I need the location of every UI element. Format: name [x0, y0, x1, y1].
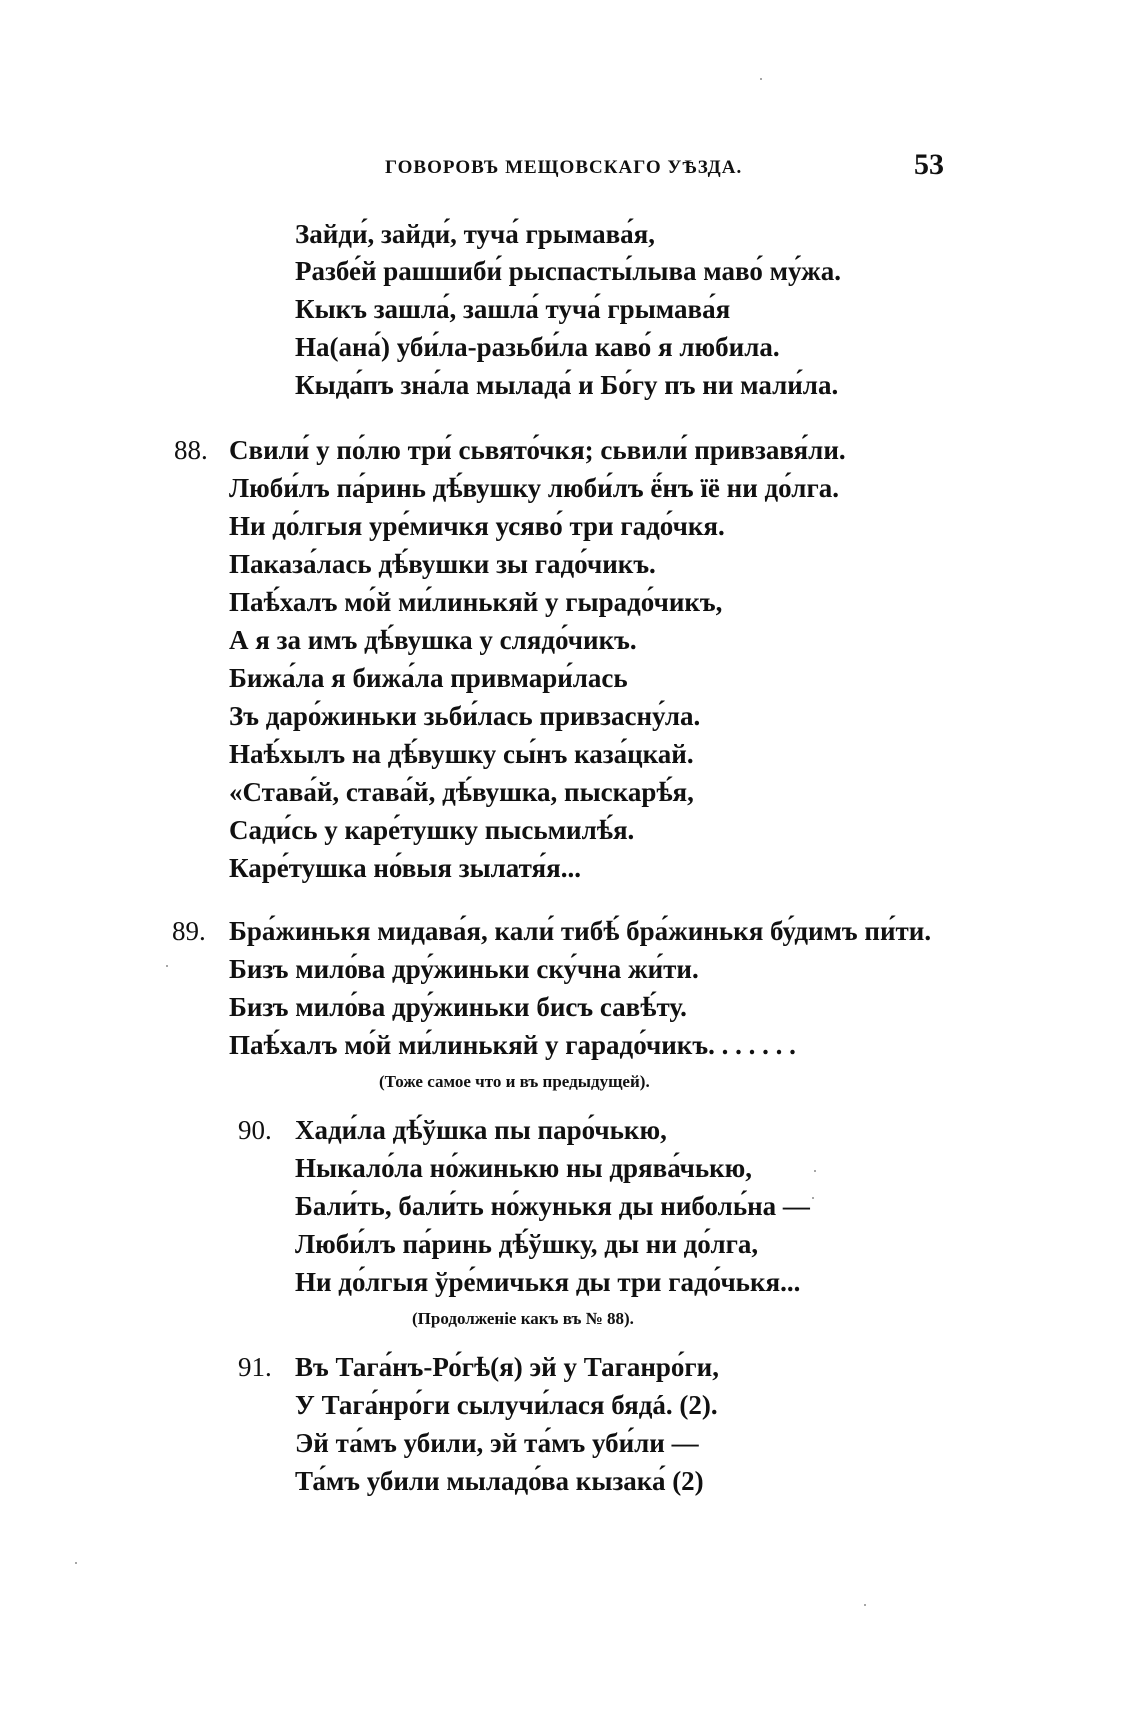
page-number: 53 [914, 148, 944, 181]
verse-line: Паказа́лась дѣ́вушки зы гадо́чикъ. [229, 549, 656, 579]
scan-speck [864, 1604, 866, 1606]
verse-line: Въ Тага́нъ-Ро́гѣ(я) эй у Таганро́ги, [295, 1352, 719, 1382]
verse-line: Каре́тушка но́выя зылатя́я... [229, 853, 581, 883]
verse-line: Бали́ть, бали́ть но́жунькя ды ниболь́на — [295, 1191, 810, 1221]
verse-line: Бизъ мило́ва дру́жиньки ску́чна жи́ти. [229, 954, 699, 984]
song-number: 91. [238, 1352, 272, 1382]
verse-line: Свили́ у по́лю три́ сьвято́чкя; сьвили́ привзавя́ли. [229, 435, 846, 465]
verse-line: Ни до́лгыя ўре́мичькя ды три гадо́чькя... [295, 1267, 801, 1297]
verse-line: Зъ даро́жиньки зьби́лась привзасну́ла. [229, 701, 701, 731]
verse-line: Ныкало́ла но́жинькю ны дрява́чькю, [295, 1153, 753, 1183]
verse-line: «Става́й, става́й, дѣ́вушка, пыскарѣ́я, [229, 777, 694, 807]
verse-line: Паѣ́халъ мо́й ми́линькяй у гырадо́чикъ, [229, 587, 723, 617]
editor-note: (Тоже самое что и въ предыдущей). [379, 1072, 650, 1091]
verse-line: Сади́сь у каре́тушку пысьмилѣ́я. [229, 815, 635, 845]
scan-speck [812, 1197, 814, 1199]
song-number: 90. [238, 1115, 272, 1145]
verse-line: Паѣ́халъ мо́й ми́линькяй у гарадо́чикъ. . . . . . . [229, 1030, 796, 1060]
verse-line: Наѣ́хылъ на дѣ́вушку сы́нъ каза́цкай. [229, 739, 694, 769]
verse-line: Зайди́, зайди́, туча́ грымава́я, [295, 219, 656, 249]
running-head: ГОВОРОВЪ МЕЩОВСКАГО УѢЗДА. [385, 157, 743, 178]
verse-line: Эй та́мъ убили, эй та́мъ уби́ли — [295, 1428, 699, 1458]
song-number: 89. [172, 916, 206, 946]
scan-speck [166, 965, 168, 967]
verse-line: Ни до́лгыя уре́мичкя усяво́ три гадо́чкя. [229, 511, 725, 541]
scan-speck [814, 1170, 816, 1172]
verse-line: Кыкъ зашла́, зашла́ туча́ грымава́я [295, 294, 731, 324]
verse-line: Кыда́пъ зна́ла мылада́ и Бо́гу пъ ни мали́ла. [295, 370, 839, 400]
verse-line: Люби́лъ па́ринь дѣ́вушку люби́лъ ё́нъ ïё ни до́лга. [229, 473, 839, 503]
verse-line: Люби́лъ па́ринь дѣ́ўшку, ды ни до́лга, [295, 1229, 759, 1259]
verse-line: А я за имъ дѣ́вушка у слядо́чикъ. [229, 625, 637, 655]
verse-line: Бижа́ла я бижа́ла привмари́лась [229, 663, 628, 693]
verse-line: Бра́жинькя мидава́я, кали́ тибѣ́ бра́жинькя бу́димъ пи́ти. [229, 916, 932, 946]
verse-line: Хади́ла дѣ́ўшка пы паро́чькю, [295, 1115, 667, 1145]
verse-line: Разбе́й рашшиби́ рыспасты́лыва маво́ му́жа. [295, 256, 841, 286]
editor-note: (Продолженіе какъ въ № 88). [412, 1309, 634, 1328]
verse-line: У Тага́нро́ги сылучи́лася бядá. (2). [295, 1390, 718, 1420]
verse-line: На(ана́) уби́ла-разьби́ла каво́ я любила. [295, 332, 780, 362]
verse-line: Та́мъ убили мыладо́ва кызака́ (2) [295, 1466, 704, 1496]
scan-speck [75, 1562, 77, 1564]
verse-line: Бизъ мило́ва дру́жиньки бисъ савѣ́ту. [229, 992, 687, 1022]
song-number: 88. [174, 435, 208, 465]
scan-speck [760, 78, 762, 80]
